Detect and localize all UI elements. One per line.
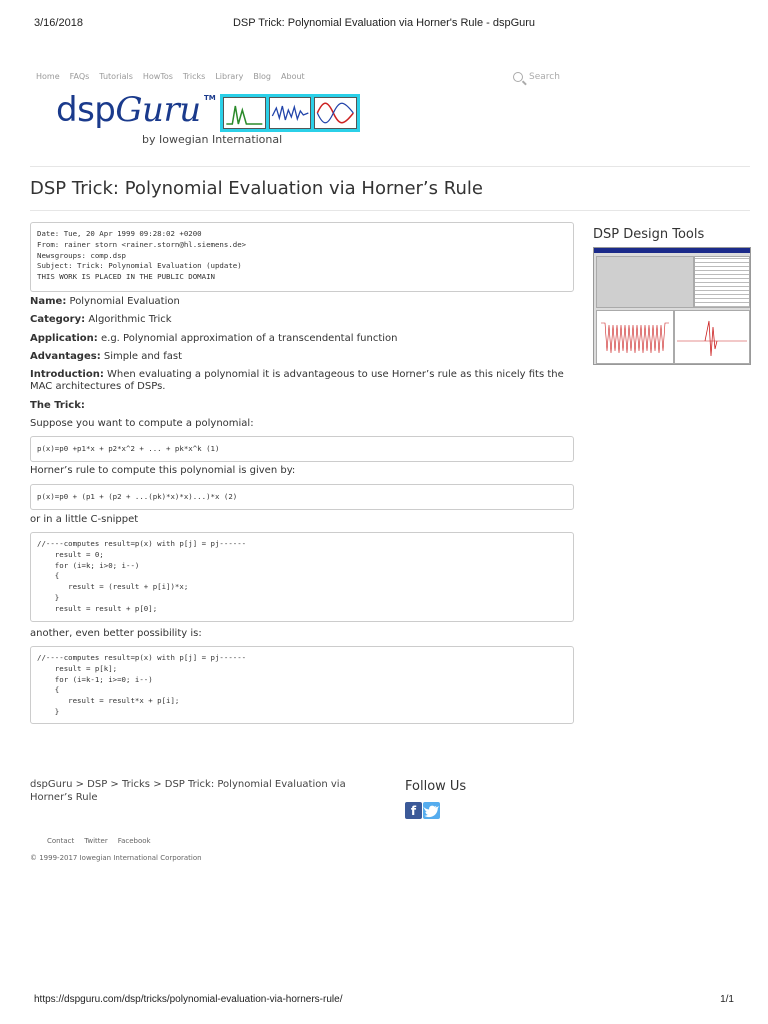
screenshot-plot-right [674,310,750,364]
logo-trademark: TM [204,94,216,102]
divider [30,166,750,167]
polynomial-code: p(x)=p0 +p1*x + p2*x^2 + ... + pk*x^k (1) [30,436,574,462]
logo-wordmark: dspGuru [56,90,201,130]
screenshot-grid [694,256,750,308]
nav-faqs[interactable]: FAQs [69,72,90,81]
nav-home[interactable]: Home [36,72,60,81]
dsp-design-tools-screenshot[interactable] [593,247,751,365]
twitter-icon[interactable] [423,802,440,819]
screenshot-panel [596,256,694,308]
introduction-row: Introduction: When evaluating a polynomial it is advantageous to use Horner’s rule as this nicely fits the MAC architectures of DSPs. [30,369,564,392]
waveform-tile-icon [223,97,266,129]
print-page-number: 1/1 [720,994,734,1005]
search-placeholder: Search [529,72,560,82]
application-row: Application: e.g. Polynomial approximation of a transcendental function [30,333,398,344]
name-row: Name: Polynomial Evaluation [30,296,180,307]
noise-tile-icon [269,97,312,129]
horner-intro: Horner’s rule to compute this polynomial is given by: [30,465,296,476]
nav-tricks[interactable]: Tricks [182,72,206,81]
site-logo[interactable] [56,92,360,132]
footer-links [47,837,151,845]
logo-waveform-tiles [220,94,360,132]
print-date: 3/16/2018 [34,17,83,29]
facebook-icon[interactable]: f [405,802,422,819]
copyright: © 1999-2017 Iowegian International Corporation [30,854,202,862]
nav-tutorials[interactable]: Tutorials [99,72,133,81]
sidebar-title: DSP Design Tools [593,227,705,242]
social-icons [405,802,440,819]
c-snippet-code-1: //----computes result=p(x) with p[j] = pj------ result = 0; for (i=k; i>0; i--) { result = (result + p[i])*x; } result = result + p[0]; [30,532,574,622]
suppose-text: Suppose you want to compute a polynomial: [30,418,254,429]
footer-link-facebook[interactable]: Facebook [117,837,151,845]
category-row: Category: Algorithmic Trick [30,314,172,325]
horner-code: p(x)=p0 + (p1 + (p2 + ...(pk)*x)*x)...)*x (2) [30,484,574,510]
sine-tile-icon [314,97,357,129]
nav-howtos[interactable]: HowTos [142,72,173,81]
follow-us-heading: Follow Us [405,779,467,794]
nav-library[interactable]: Library [215,72,244,81]
page-title: DSP Trick: Polynomial Evaluation via Horner’s Rule [30,178,483,199]
top-nav [36,72,305,81]
print-title: DSP Trick: Polynomial Evaluation via Horner's Rule - dspGuru [232,17,536,29]
breadcrumb[interactable]: dspGuru > DSP > Tricks > DSP Trick: Polynomial Evaluation via Horner’s Rule [30,779,346,803]
c-snippet-code-2: //----computes result=p(x) with p[j] = pj------ result = p[k]; for (i=k-1; i>=0; i--) { result = result*x + p[i]; } [30,646,574,724]
footer-link-contact[interactable]: Contact [47,837,75,845]
search-icon [513,72,523,82]
footer-link-twitter[interactable]: Twitter [84,837,108,845]
logo-byline: by Iowegian International [142,133,283,146]
nav-blog[interactable]: Blog [253,72,272,81]
csnippet-intro: or in a little C-snippet [30,514,139,525]
better-intro: another, even better possibility is: [30,628,202,639]
nav-about[interactable]: About [281,72,305,81]
search-box[interactable] [513,72,560,82]
message-header-block: Date: Tue, 20 Apr 1999 09:28:02 +0200 From: rainer storn <rainer.storn@hl.siemens.de> Newsgroups: comp.dsp Subject: Trick: Polynomial Evaluation (update) THIS WORK IS PLACED IN THE PUBLIC DOMAIN [30,222,574,292]
print-url: https://dspguru.com/dsp/tricks/polynomial-evaluation-via-horners-rule/ [34,994,343,1005]
screenshot-plot-left [596,310,674,364]
divider [30,210,750,211]
trick-heading: The Trick: [30,400,85,411]
advantages-row: Advantages: Simple and fast [30,351,182,362]
screenshot-titlebar [594,248,750,253]
